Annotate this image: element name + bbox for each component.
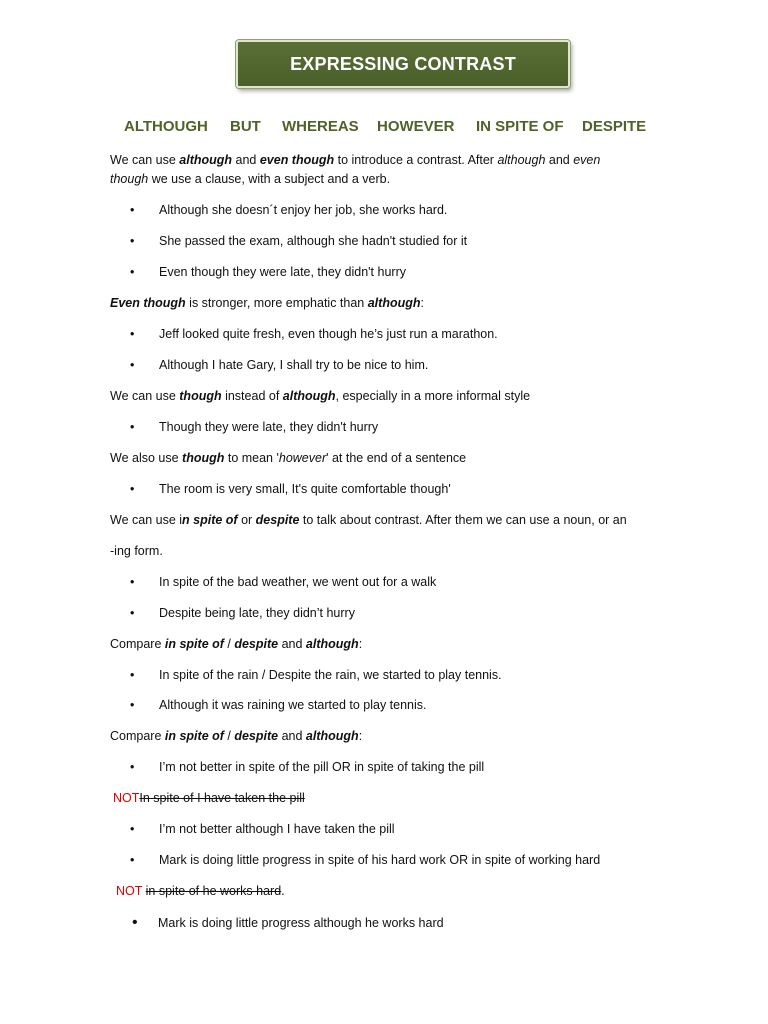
text: Compare xyxy=(110,637,165,651)
bullet-icon: • xyxy=(130,265,135,279)
page-title: EXPRESSING CONTRAST xyxy=(290,53,516,74)
text: : xyxy=(358,729,363,743)
incorrect-example xyxy=(113,789,305,808)
text: we use a clause, with a subject and a verb. xyxy=(148,172,391,186)
title-banner xyxy=(236,40,570,88)
emphasis: although xyxy=(367,296,421,310)
text: We can use xyxy=(110,153,180,167)
not-label: NOT xyxy=(116,884,143,898)
bullet-icon: • xyxy=(130,698,135,712)
keyword: WHEREAS xyxy=(282,118,359,135)
bullet-icon: • xyxy=(130,668,135,682)
paragraph xyxy=(110,387,530,406)
text: . xyxy=(281,884,285,898)
example-sentence: She passed the exam, although she hadn't studied for it xyxy=(159,234,468,248)
text: and xyxy=(278,637,306,651)
keyword: BUT xyxy=(230,118,261,135)
text: -ing form. xyxy=(110,544,163,558)
struck-text: in spite of he works hard xyxy=(145,884,282,898)
emphasis: n spite of xyxy=(182,513,238,527)
example-sentence: I’m not better although I have taken the pill xyxy=(159,822,395,836)
emphasis: in spite of xyxy=(164,637,224,651)
keyword: DESPITE xyxy=(582,118,647,135)
emphasis: though xyxy=(110,172,149,186)
example-sentence: In spite of the rain / Despite the rain, we started to play tennis. xyxy=(159,668,502,682)
example-sentence: I’m not better in spite of the pill OR in spite of taking the pill xyxy=(159,760,485,774)
emphasis: even though xyxy=(259,153,335,167)
text: to talk about contrast. After them we can use a noun, or an xyxy=(299,513,627,527)
text: Compare xyxy=(110,729,165,743)
bullet-icon: • xyxy=(130,606,135,620)
text: : xyxy=(358,637,363,651)
example-sentence: Mark is doing little progress in spite of his hard work OR in spite of working hard xyxy=(159,853,601,867)
example-sentence: Although she doesn´t enjoy her job, she works hard. xyxy=(159,203,448,217)
emphasis: although xyxy=(282,389,336,403)
bullet-icon: • xyxy=(130,760,135,774)
example-sentence: In spite of the bad weather, we went out for a walk xyxy=(159,575,437,589)
bullet-icon: • xyxy=(132,914,138,931)
emphasis: although xyxy=(305,729,359,743)
emphasis: although xyxy=(179,153,233,167)
paragraph xyxy=(110,511,627,530)
example-sentence: Mark is doing little progress although he works hard xyxy=(158,916,444,930)
paragraph xyxy=(110,727,362,746)
keyword: ALTHOUGH xyxy=(124,118,208,135)
emphasis: despite xyxy=(234,637,279,651)
text: to mean ' xyxy=(224,451,279,465)
text: We also use xyxy=(110,451,183,465)
text: : xyxy=(420,296,424,310)
text: / xyxy=(223,729,235,743)
example-sentence: Although I hate Gary, I shall try to be nice to him. xyxy=(159,358,429,372)
text: to introduce a contrast. After xyxy=(334,153,498,167)
emphasis: though xyxy=(179,389,222,403)
emphasis: despite xyxy=(255,513,300,527)
paragraph xyxy=(110,294,424,313)
text: and xyxy=(232,153,260,167)
paragraph xyxy=(110,170,390,189)
struck-text: In spite of I have taken the pill xyxy=(139,791,305,805)
keyword-row xyxy=(0,118,768,138)
bullet-icon: • xyxy=(130,420,135,434)
text: We can use xyxy=(110,389,180,403)
emphasis: in spite of xyxy=(164,729,224,743)
paragraph xyxy=(110,151,600,170)
incorrect-example xyxy=(116,882,285,901)
example-sentence: Despite being late, they didn’t hurry xyxy=(159,606,355,620)
text: We can use i xyxy=(110,513,183,527)
example-sentence: The room is very small, It's quite comfortable though' xyxy=(159,482,451,496)
emphasis: however xyxy=(278,451,327,465)
bullet-icon: • xyxy=(130,575,135,589)
example-sentence: Though they were late, they didn't hurry xyxy=(159,420,379,434)
emphasis: Even though xyxy=(110,296,186,310)
paragraph xyxy=(110,542,163,561)
example-sentence: Jeff looked quite fresh, even though he’s just run a marathon. xyxy=(159,327,498,341)
bullet-icon: • xyxy=(130,234,135,248)
emphasis: though xyxy=(182,451,225,465)
bullet-icon: • xyxy=(130,822,135,836)
keyword: IN SPITE OF xyxy=(476,118,564,135)
emphasis: although xyxy=(305,637,359,651)
text: instead of xyxy=(221,389,283,403)
bullet-icon: • xyxy=(130,203,135,217)
text: or xyxy=(237,513,256,527)
not-label: NOT xyxy=(113,791,140,805)
text: ' at the end of a sentence xyxy=(326,451,467,465)
text: and xyxy=(545,153,574,167)
bullet-icon: • xyxy=(130,358,135,372)
example-sentence: Although it was raining we started to play tennis. xyxy=(159,698,427,712)
text: is stronger, more emphatic than xyxy=(185,296,368,310)
bullet-icon: • xyxy=(130,482,135,496)
text: , especially in a more informal style xyxy=(335,389,531,403)
emphasis: despite xyxy=(234,729,279,743)
keyword: HOWEVER xyxy=(377,118,455,135)
text: and xyxy=(278,729,306,743)
emphasis: although xyxy=(497,153,546,167)
emphasis: even xyxy=(573,153,601,167)
text: / xyxy=(223,637,235,651)
paragraph xyxy=(110,635,362,654)
paragraph xyxy=(110,449,466,468)
bullet-icon: • xyxy=(130,327,135,341)
example-sentence: Even though they were late, they didn't hurry xyxy=(159,265,406,279)
bullet-icon: • xyxy=(130,853,135,867)
